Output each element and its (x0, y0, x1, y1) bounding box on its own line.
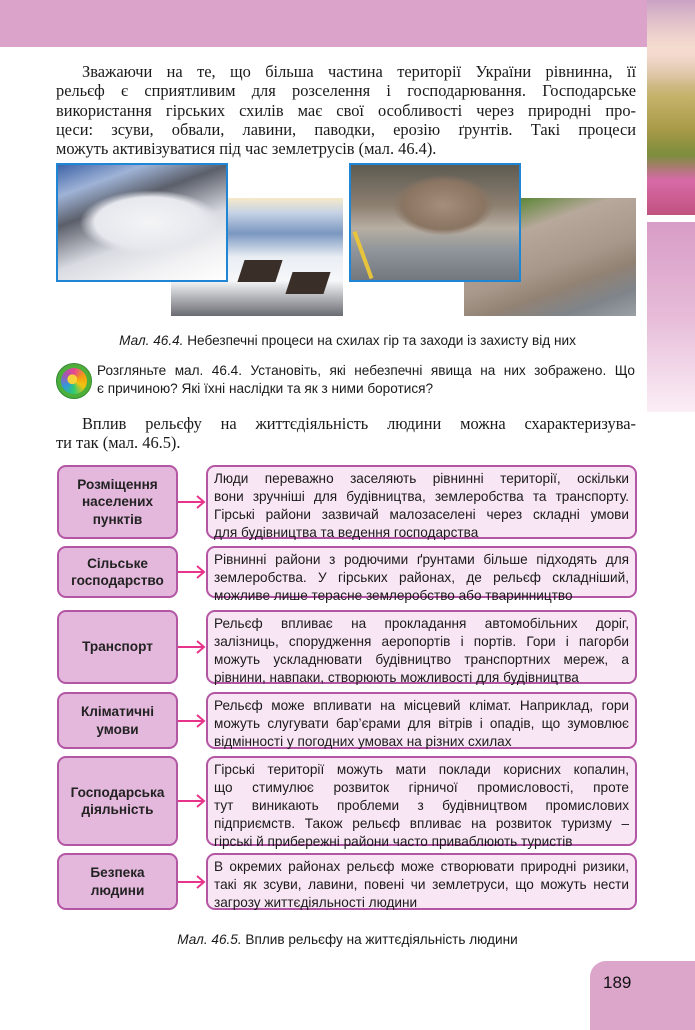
text-line: залізниць, спорудження аеропортів і портів. Гори і пагорби (214, 634, 629, 649)
text-line: такі як зсуви, лавини, повені чи землетруси, що можуть нести (214, 877, 629, 892)
text-line: Розгляньте мал. 46.4. Установіть, які небезпечні явища на них зображено. Що (97, 363, 635, 378)
text-line: Зважаючи на те, що більша частина території України рівнинна, її (82, 62, 636, 81)
side-decor-bar (647, 222, 695, 412)
description-box (206, 692, 637, 749)
figure-caption-46-4 (0, 333, 695, 349)
avalanche-photo (56, 163, 228, 282)
text-line: рівнини, навпаки, створюють можливості для будівництва (214, 670, 579, 685)
text-line: що стимулює розвиток гірничої промисловості, проте (214, 780, 629, 795)
text-line: цеси: зсуви, обвали, лавини, паводки, ерозію ґрунтів. Такі процеси (56, 119, 636, 139)
term-box: Розміщення населених пунктів (57, 465, 178, 539)
diagram-row-economy (57, 756, 637, 849)
text-line: вони зручніші для будівництва, землеробства та транспорту. (214, 489, 629, 504)
figure-label: Мал. 46.4. (119, 333, 184, 348)
text-line: рельєф є сприятливим для розселення і господарювання. Господарське (56, 81, 636, 101)
text-line: відмінності у погодних умовах на різних схилах (214, 734, 512, 749)
text-line: Рельєф впливає на прокладання автомобільних доріг, (214, 616, 629, 631)
rockfall-photo (349, 163, 521, 282)
figure-label: Мал. 46.5. (177, 932, 242, 947)
description-box (206, 610, 637, 684)
figure-caption-46-5 (0, 932, 695, 948)
text-line: ти так (мал. 46.5). (56, 433, 181, 453)
diagram-row-climate (57, 692, 637, 749)
diagram-row-settlements (57, 465, 637, 539)
intro-paragraph (56, 62, 636, 158)
side-landscape-photo (647, 0, 695, 215)
barrier-shape (285, 272, 330, 294)
text-line: можуть ускладнювати будівництво транспортних мереж, а (214, 652, 629, 667)
text-line: Гірські території можуть мати поклади корисних копалин, (214, 762, 629, 777)
arrow-right-icon (178, 495, 206, 509)
text-line: для будівництва та ведення господарства (214, 525, 479, 540)
barrier-shape (237, 260, 282, 282)
text-line: землеробства. У гірських районах, де рельєф складніший, (214, 570, 629, 585)
term-box: Господарська діяльність (57, 756, 178, 846)
caption-text: Небезпечні процеси на схилах гір та заходи із захисту від них (183, 333, 576, 348)
text-line: можуть активізуватися під час землетрусів (мал. 46.4). (56, 139, 437, 159)
term-box: Кліматичні умови (57, 692, 178, 749)
text-line: можуть слугувати бар’єрами для вітрів і опадів, що зумовлює (214, 716, 629, 731)
diagram-row-agriculture (57, 546, 637, 603)
arrow-right-icon (178, 794, 206, 808)
puzzle-task-icon (56, 363, 92, 399)
text-line: загрозу життєдіяльності людини (214, 895, 418, 910)
text-line: є причиною? Які їхні наслідки та як з ними боротися? (97, 381, 434, 396)
term-box: Сільське господарство (57, 546, 178, 598)
text-line: Рівнинні райони з родючими ґрунтами більше підходять для (214, 552, 629, 567)
text-line: тут виникають проблеми з будівництвом промислових (214, 798, 629, 813)
description-box (206, 546, 637, 603)
description-box (206, 756, 637, 849)
road-marking (353, 231, 374, 279)
text-line: Люди переважно заселяють рівнинні території, оскільки (214, 471, 629, 486)
term-box: Безпека людини (57, 853, 178, 910)
lead-paragraph (56, 414, 636, 453)
arrow-right-icon (178, 714, 206, 728)
caption-text: Вплив рельєфу на життєдіяльність людини (241, 932, 518, 947)
text-line: підприємств. Також рельєф впливає на розвиток туризму – (214, 816, 629, 831)
description-box (206, 465, 637, 539)
page-number: 189 (603, 973, 632, 992)
term-box: Транспорт (57, 610, 178, 684)
task-text (97, 362, 635, 398)
page-number-tab (590, 961, 695, 1030)
diagram-row-transport (57, 610, 637, 684)
text-line: гірські й прибережні райони часто приваблюють туристів (214, 834, 573, 849)
header-bar (0, 0, 647, 47)
arrow-right-icon (178, 875, 206, 889)
text-line: Гірські райони зазвичай малозаселені через складні умови (214, 507, 629, 522)
text-line: В окремих районах рельєф може створювати природні ризики, (214, 859, 629, 874)
description-box (206, 853, 637, 910)
text-line: Вплив рельєфу на життєдіяльність людини можна схарактеризува- (82, 414, 636, 433)
text-line: Рельєф може впливати на місцевий клімат. Наприклад, гори (214, 698, 629, 713)
diagram-row-safety (57, 853, 637, 910)
text-line: можливе лише терасне землеробство або тваринництво (214, 588, 573, 603)
arrow-right-icon (178, 565, 206, 579)
arrow-right-icon (178, 640, 206, 654)
text-line: використання гірських схилів має свої особливості через природні про- (56, 100, 636, 120)
